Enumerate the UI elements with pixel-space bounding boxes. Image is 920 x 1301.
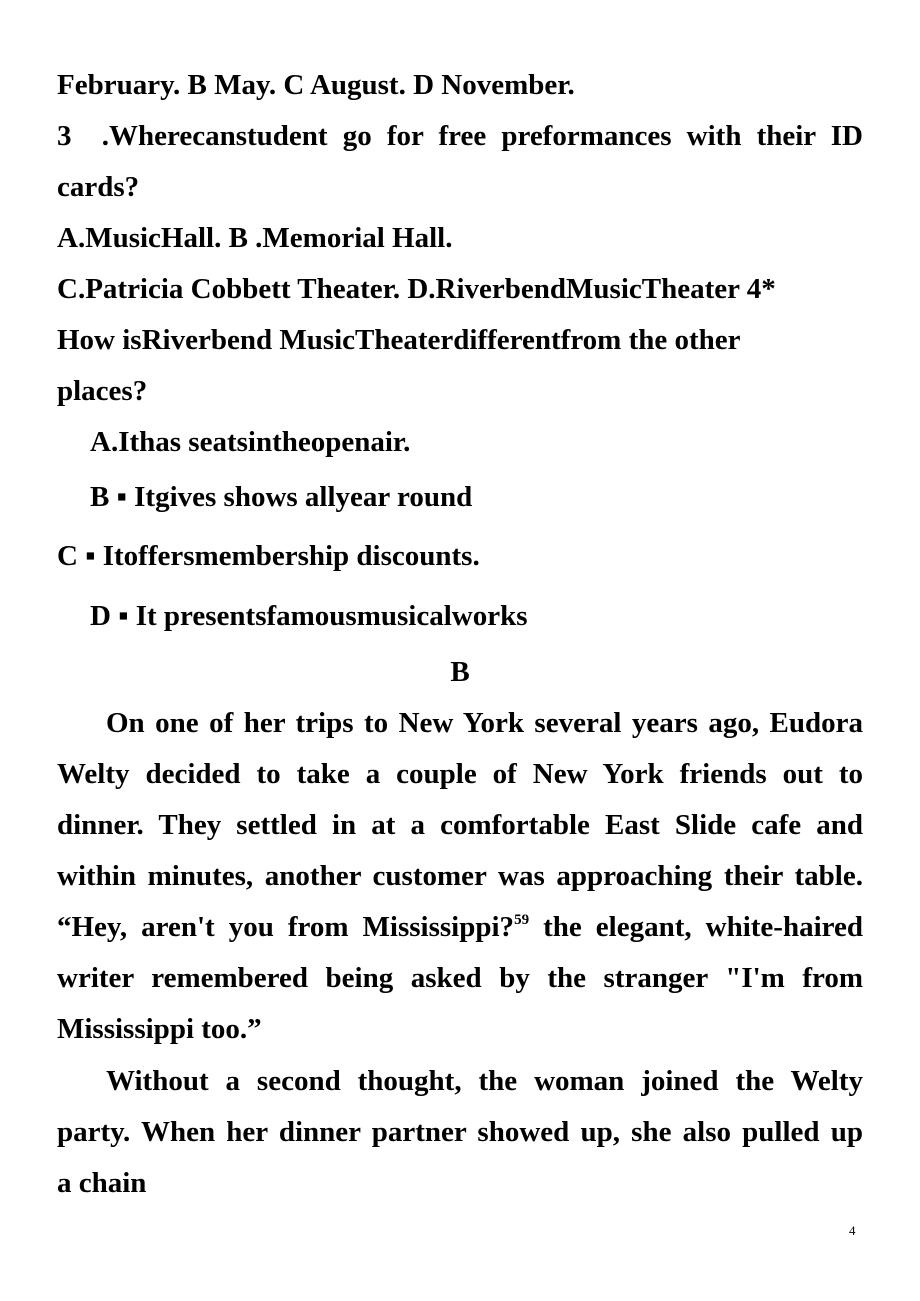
q2-options: February. B May. C August. D November. — [57, 69, 575, 101]
passage-p2-line1: Without a second thought, the woman joined the Welty — [106, 1065, 863, 1097]
page-number: 4 — [849, 1223, 856, 1238]
q3-stem-line1: 3 .Wherecanstudent go for free preformances with their ID — [57, 120, 863, 152]
quote-start: “Hey, aren't you from Mississippi? — [57, 911, 515, 943]
passage-p1-line2: Welty decided to take a couple of New York friends out to — [57, 758, 863, 790]
q4-option-d: D ▪ It presentsfamousmusicalworks — [90, 600, 528, 632]
q4-option-c: C ▪ Itoffersmembership discounts. — [57, 540, 480, 572]
passage-p1-line7: Mississippi too.” — [57, 1013, 262, 1045]
passage-p1-line3: dinner. They settled in at a comfortable East Slide cafe and — [57, 809, 863, 841]
q4-option-b: B ▪ Itgives shows allyear round — [90, 481, 473, 513]
q3-options-line1: A.MusicHall. B .Memorial Hall. — [57, 222, 453, 254]
q3-stem-line2: cards? — [57, 171, 140, 203]
quote-continuation: the elegant, white-haired — [529, 911, 863, 943]
passage-p2-line3: a chain — [57, 1167, 147, 1199]
q3-options-line2: C.Patricia Cobbett Theater. D.RiverbendMusicTheater 4* — [57, 273, 776, 305]
footnote-marker: 59 — [514, 912, 530, 928]
passage-p1-line4: within minutes, another customer was approaching their table. — [57, 860, 863, 892]
section-heading: B — [450, 656, 470, 688]
passage-p1-line1: On one of her trips to New York several years ago, Eudora — [106, 707, 863, 739]
q4-option-a: A.Ithas seatsintheopenair. — [90, 426, 411, 458]
passage-p2-line2: party. When her dinner partner showed up, she also pulled up — [57, 1116, 863, 1148]
passage-p1-line5 — [57, 913, 863, 942]
q4-stem-line2: places? — [57, 375, 148, 407]
q4-stem-line1: How isRiverbend MusicTheaterdifferentfrom the other — [57, 324, 741, 356]
passage-p1-line6: writer remembered being asked by the stranger "I'm from — [57, 962, 863, 994]
